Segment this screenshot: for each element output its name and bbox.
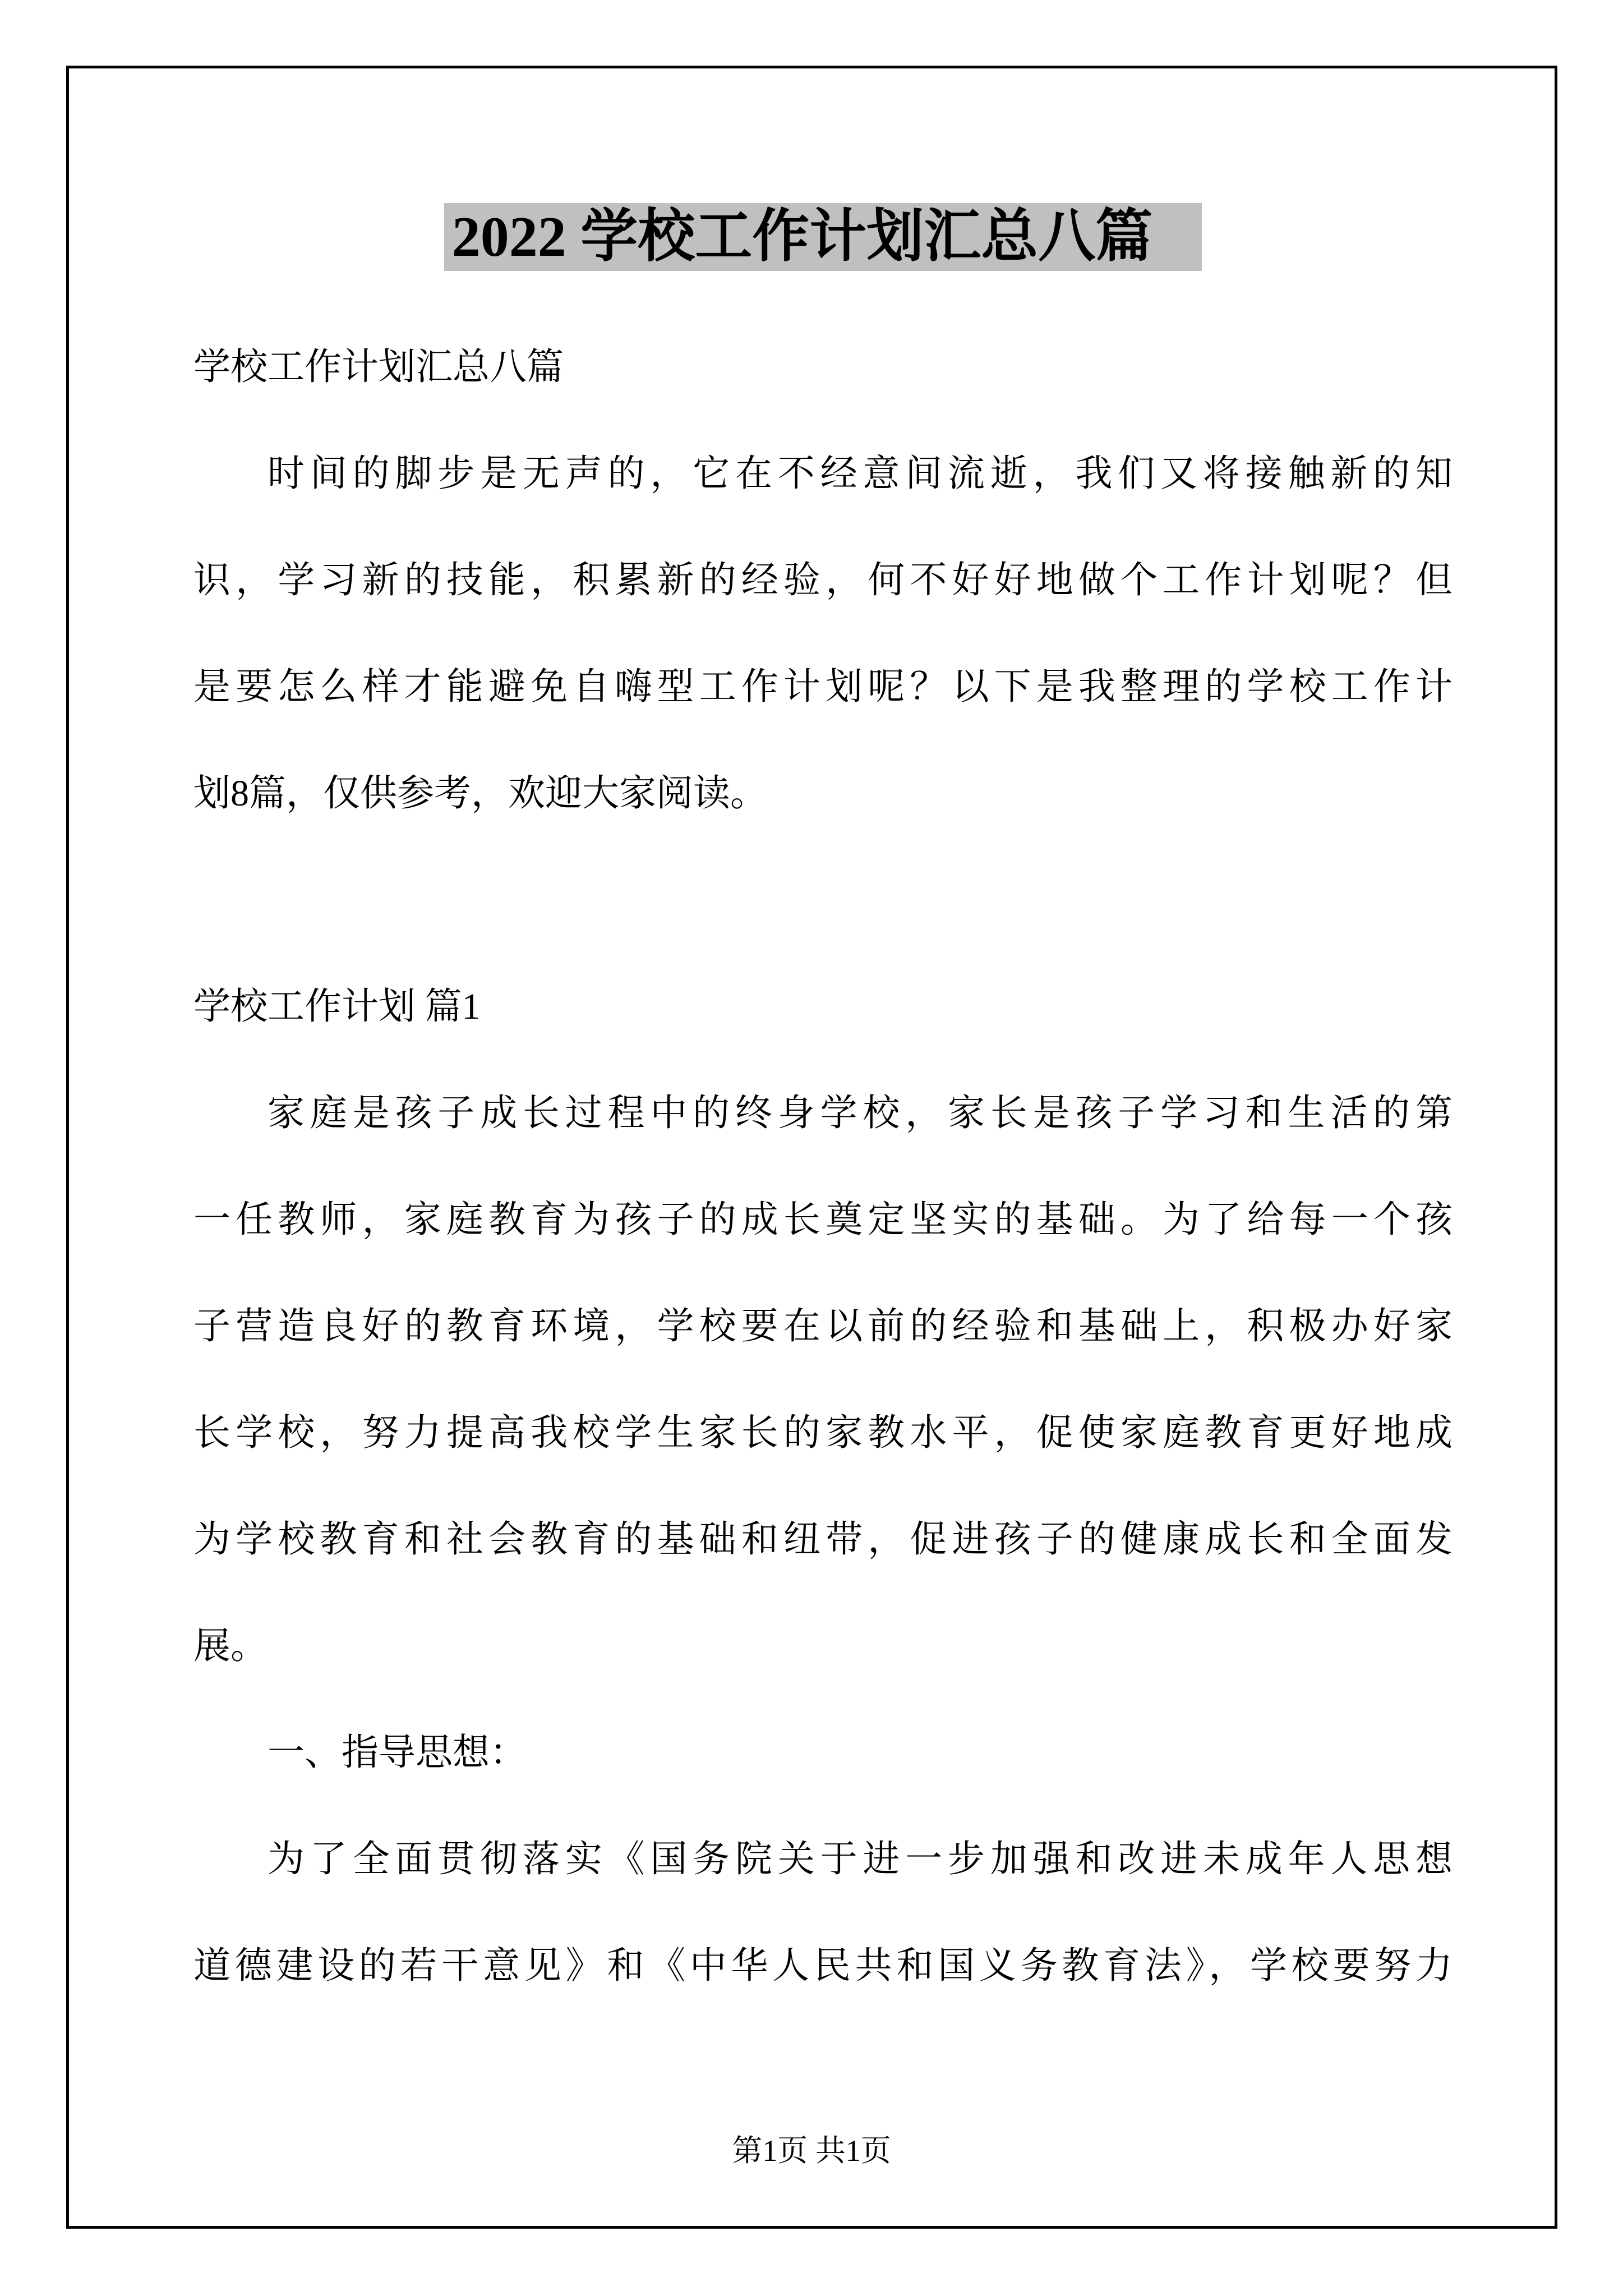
text-line: 划8篇，仅供参考，欢迎大家阅读。 <box>193 773 767 814</box>
document-body <box>193 314 1453 2019</box>
text-line: 展。 <box>193 1626 268 1667</box>
page-footer <box>0 2131 1623 2171</box>
text-line: 长学校，努力提高我校学生家长的家教水平，促使家庭教育更好地成 <box>193 1412 1453 1453</box>
text-line: 家庭是孩子成长过程中的终身学校，家长是孩子学习和生活的第 <box>268 1093 1453 1134</box>
text-line: 是要怎么样才能避免自嗨型工作计划呢？以下是我整理的学校工作计 <box>193 666 1453 707</box>
document-title <box>193 195 1453 279</box>
text-line: 识，学习新的技能，积累新的经验，何不好好地做个工作计划呢？但 <box>193 560 1453 601</box>
text-line: 一任教师，家庭教育为孩子的成长奠定坚实的基础。为了给每一个孩 <box>193 1199 1453 1240</box>
text-line: 道德建设的若干意见》和《中华人民共和国义务教育法》，学校要努力 <box>193 1945 1453 1986</box>
page-number-label: 第1页 共1页 <box>732 2134 891 2168</box>
text-line: 时间的脚步是无声的，它在不经意间流逝，我们又将接触新的知 <box>268 453 1453 494</box>
text-line: 子营造良好的教育环境，学校要在以前的经验和基础上，积极办好家 <box>193 1306 1453 1347</box>
text-line: 学校工作计划 篇1 <box>193 986 481 1027</box>
document-title-highlight: 2022 学校工作计划汇总八篇 <box>444 203 1202 271</box>
text-line: 学校工作计划汇总八篇 <box>193 347 564 388</box>
text-line: 一、指导思想： <box>268 1732 527 1773</box>
text-line: 为学校教育和社会教育的基础和纽带，促进孩子的健康成长和全面发 <box>193 1519 1453 1560</box>
text-line: 为了全面贯彻落实《国务院关于进一步加强和改进未成年人思想 <box>268 1839 1453 1880</box>
blank-line <box>193 847 1453 954</box>
